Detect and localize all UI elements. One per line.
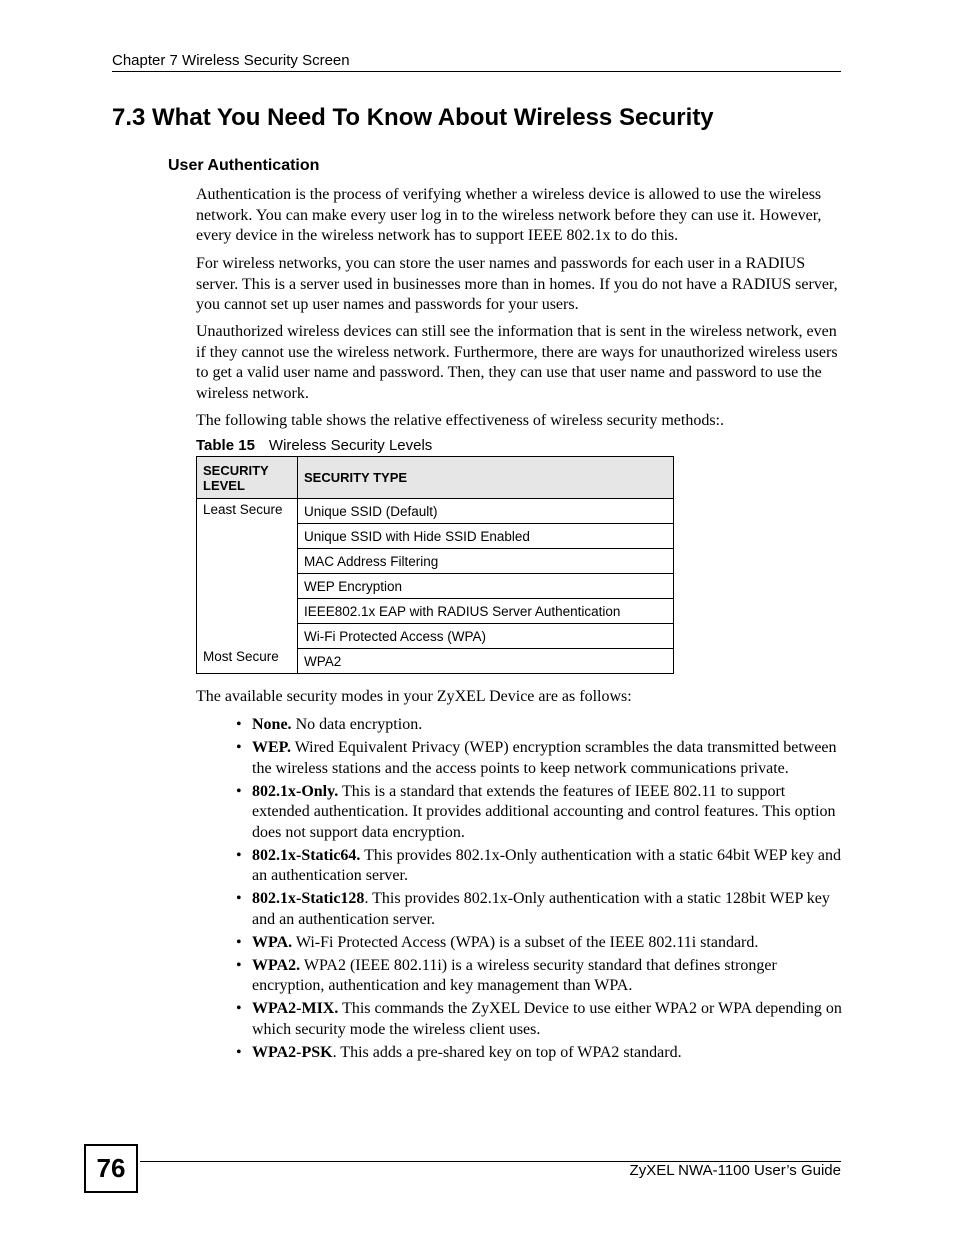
security-type-cell: Wi-Fi Protected Access (WPA) bbox=[298, 624, 674, 649]
list-item bbox=[232, 1043, 844, 1064]
table-row bbox=[197, 499, 674, 524]
page-number: 76 bbox=[84, 1144, 138, 1193]
mode-term: 802.1x-Static64. bbox=[252, 846, 361, 864]
footer-guide-title: ZyXEL NWA-1100 User’s Guide bbox=[629, 1162, 841, 1179]
mode-description: This commands the ZyXEL Device to use either WPA2 or WPA depending on which security mode the wireless client uses. bbox=[252, 1000, 842, 1038]
mode-term: 802.1x-Static128 bbox=[252, 890, 365, 907]
mode-term: WPA2. bbox=[252, 956, 301, 974]
bullet-icon: • bbox=[236, 846, 242, 864]
bullet-icon: • bbox=[236, 890, 242, 907]
paragraph-unauthorized: Unauthorized wireless devices can still see the information that is sent in the wireless network, even if they cannot use the wireless network. Furthermore, there are ways for unauthorized wireless users to get a valid user name and password. Then, they can use that user name and password to use the wireless network. bbox=[196, 323, 838, 402]
mode-term: WEP. bbox=[252, 739, 291, 756]
bullet-icon: • bbox=[236, 1043, 242, 1061]
list-item bbox=[232, 956, 844, 997]
security-type-cell: Unique SSID (Default) bbox=[298, 499, 674, 524]
security-level-cell bbox=[197, 499, 298, 674]
bullet-icon: • bbox=[236, 933, 242, 951]
mode-description: . This provides 802.1x-Only authentication with a static 128bit WEP key and an authentication server. bbox=[252, 890, 830, 928]
security-type-cell: IEEE802.1x EAP with RADIUS Server Authentication bbox=[298, 599, 674, 624]
list-item bbox=[232, 999, 844, 1040]
list-item bbox=[232, 738, 844, 779]
list-item bbox=[232, 889, 844, 930]
bullet-icon: • bbox=[236, 956, 242, 974]
mode-term: None. bbox=[252, 716, 292, 733]
paragraph-modes-intro: The available security modes in your ZyXEL Device are as follows: bbox=[196, 688, 632, 705]
mode-description: WPA2 (IEEE 802.11i) is a wireless security standard that defines stronger encryption, authentication and key management than WPA. bbox=[252, 956, 777, 994]
mode-term: WPA. bbox=[252, 933, 293, 951]
bullet-icon: • bbox=[236, 1000, 242, 1017]
table-header-row bbox=[197, 457, 674, 499]
security-type-cell: WEP Encryption bbox=[298, 574, 674, 599]
mode-description: This provides 802.1x-Only authentication with a static 64bit WEP key and an authentication server. bbox=[252, 846, 841, 884]
header-rule bbox=[112, 71, 841, 72]
subsection-title: User Authentication bbox=[168, 157, 320, 174]
level-least-secure: Least Secure bbox=[203, 502, 283, 517]
paragraph-table-intro: The following table shows the relative effectiveness of wireless security methods:. bbox=[196, 412, 724, 429]
list-item bbox=[232, 846, 844, 887]
list-item bbox=[232, 715, 844, 736]
mode-term: WPA2-MIX. bbox=[252, 1000, 339, 1017]
mode-description: Wired Equivalent Privacy (WEP) encryption scrambles the data transmitted between the wireless stations and the access points to keep network communications private. bbox=[252, 739, 837, 777]
paragraph-authentication: Authentication is the process of verifying whether a wireless device is allowed to use the wireless network. You can make every user log in to the wireless network before they can use it. However, every device in the wireless network has to support IEEE 802.1x to do this. bbox=[196, 186, 822, 244]
section-title: 7.3 What You Need To Know About Wireless Security bbox=[112, 104, 714, 131]
security-type-cell: WPA2 bbox=[298, 649, 674, 674]
running-header: Chapter 7 Wireless Security Screen bbox=[112, 52, 350, 69]
mode-term: WPA2-PSK bbox=[252, 1043, 333, 1061]
mode-term: 802.1x-Only. bbox=[252, 782, 339, 800]
level-most-secure: Most Secure bbox=[203, 649, 279, 664]
mode-description: . This adds a pre-shared key on top of WPA2 standard. bbox=[332, 1043, 682, 1061]
security-type-cell: MAC Address Filtering bbox=[298, 549, 674, 574]
bullet-icon: • bbox=[236, 782, 242, 800]
header-security-type: SECURITY TYPE bbox=[298, 457, 674, 499]
header-security-level: SECURITY LEVEL bbox=[197, 457, 298, 499]
mode-description: No data encryption. bbox=[291, 716, 423, 733]
list-item bbox=[232, 933, 844, 954]
security-levels-table bbox=[196, 456, 674, 674]
table-caption-title: Wireless Security Levels bbox=[268, 437, 433, 454]
paragraph-radius: For wireless networks, you can store the user names and passwords for each user in a RADIUS server. This is a server used in businesses more than in homes. If you do not have a RADIUS server, you cannot set up user names and passwords for your users. bbox=[196, 255, 838, 313]
bullet-icon: • bbox=[236, 716, 242, 733]
table-caption-number: Table 15 bbox=[196, 437, 255, 454]
mode-description: Wi-Fi Protected Access (WPA) is a subset of the IEEE 802.11i standard. bbox=[292, 933, 759, 951]
security-modes-list bbox=[232, 715, 844, 1066]
list-item bbox=[232, 782, 844, 844]
security-type-cell: Unique SSID with Hide SSID Enabled bbox=[298, 524, 674, 549]
mode-description: This is a standard that extends the features of IEEE 802.11 to support extended authentication. It provides additional accounting and control features. This option does not support data encryption. bbox=[252, 782, 836, 841]
bullet-icon: • bbox=[236, 739, 242, 756]
table-caption bbox=[196, 437, 432, 454]
